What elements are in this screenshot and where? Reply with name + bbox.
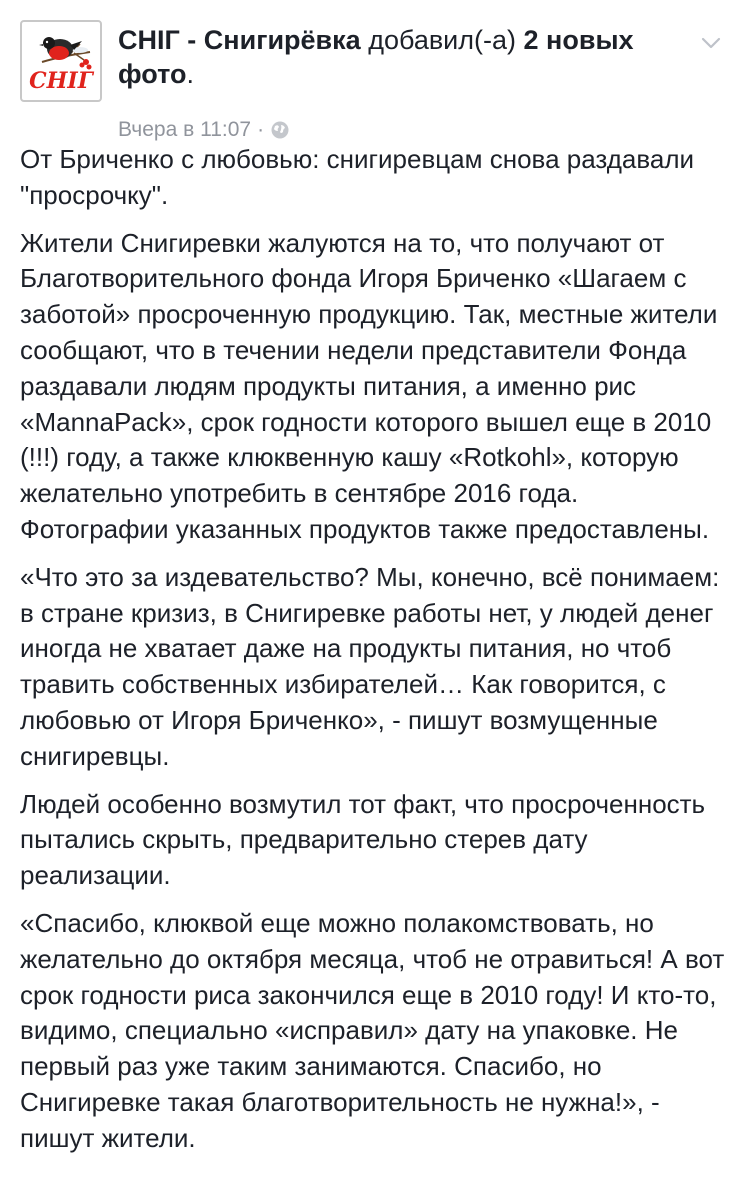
post-paragraph: Жители Снигиревки жалуются на то, что получают от Благотворительного фонда Игоря Бриченко «Шагаем с заботой» просроченную продукцию. Так, местные жители сообщают, что в течении недели представители Фонда раздавали людям продукты питания, а именно рис «MannaPack», срок годности которого вышел еще в 2010 (!!!) году, а также клюквенную кашу «Rotkohl», которую желательно употребить в сентябре 2016 года. Фотографии указанных продуктов также предоставлены.: [20, 227, 718, 544]
photo-count-link[interactable]: 2 новых: [523, 25, 634, 55]
chevron-down-icon[interactable]: [698, 30, 724, 56]
bullfinch-logo-icon: [22, 22, 100, 100]
post-title: [118, 23, 678, 91]
post-timestamp[interactable]: Вчера в 11:07: [118, 118, 252, 141]
page-avatar[interactable]: [20, 20, 102, 102]
title-period: .: [186, 59, 194, 89]
avatar-logo-text: СНІГ: [29, 68, 93, 94]
photo-suffix-link[interactable]: фото: [118, 59, 187, 89]
globe-icon[interactable]: [270, 120, 290, 140]
meta-separator: ·: [257, 118, 265, 141]
post-paragraph: Людей особенно возмутил тот факт, что просроченность пытались скрыть, предварительно стерев дату реализации.: [20, 788, 706, 891]
action-text: добавил(-а): [368, 25, 517, 55]
post-paragraph: «Что это за издевательство? Мы, конечно, всё понимаем: в стране кризиз, в Снигиревке работы нет, у людей денег иногда не хватает даже на продукты питания, но чтоб травить собственных избирателей… Как говорится, с любовью от Игоря Бриченко», - пишут возмущенные снигиревцы.: [20, 561, 720, 771]
post-meta: [118, 116, 290, 144]
post-header: [20, 20, 730, 141]
post-paragraph: «Спасибо, клюквой еще можно полакомствовать, но желательно до октября месяца, чтоб не отравиться! А вот срок годности риса закончился еще в 2010 году! И кто-то, видимо, специально «исправил» дату на упаковке. Не первый раз уже таким занимаются. Спасибо, но Снигиревке такая благотворительность не нужна!», - пишут жители.: [20, 907, 725, 1153]
post-paragraph: От Бриченко с любовью: снигиревцам снова раздавали "просрочку".: [20, 144, 695, 210]
post-body: [20, 142, 732, 1169]
page-name-link[interactable]: СНІГ - Снигирёвка: [118, 25, 361, 55]
